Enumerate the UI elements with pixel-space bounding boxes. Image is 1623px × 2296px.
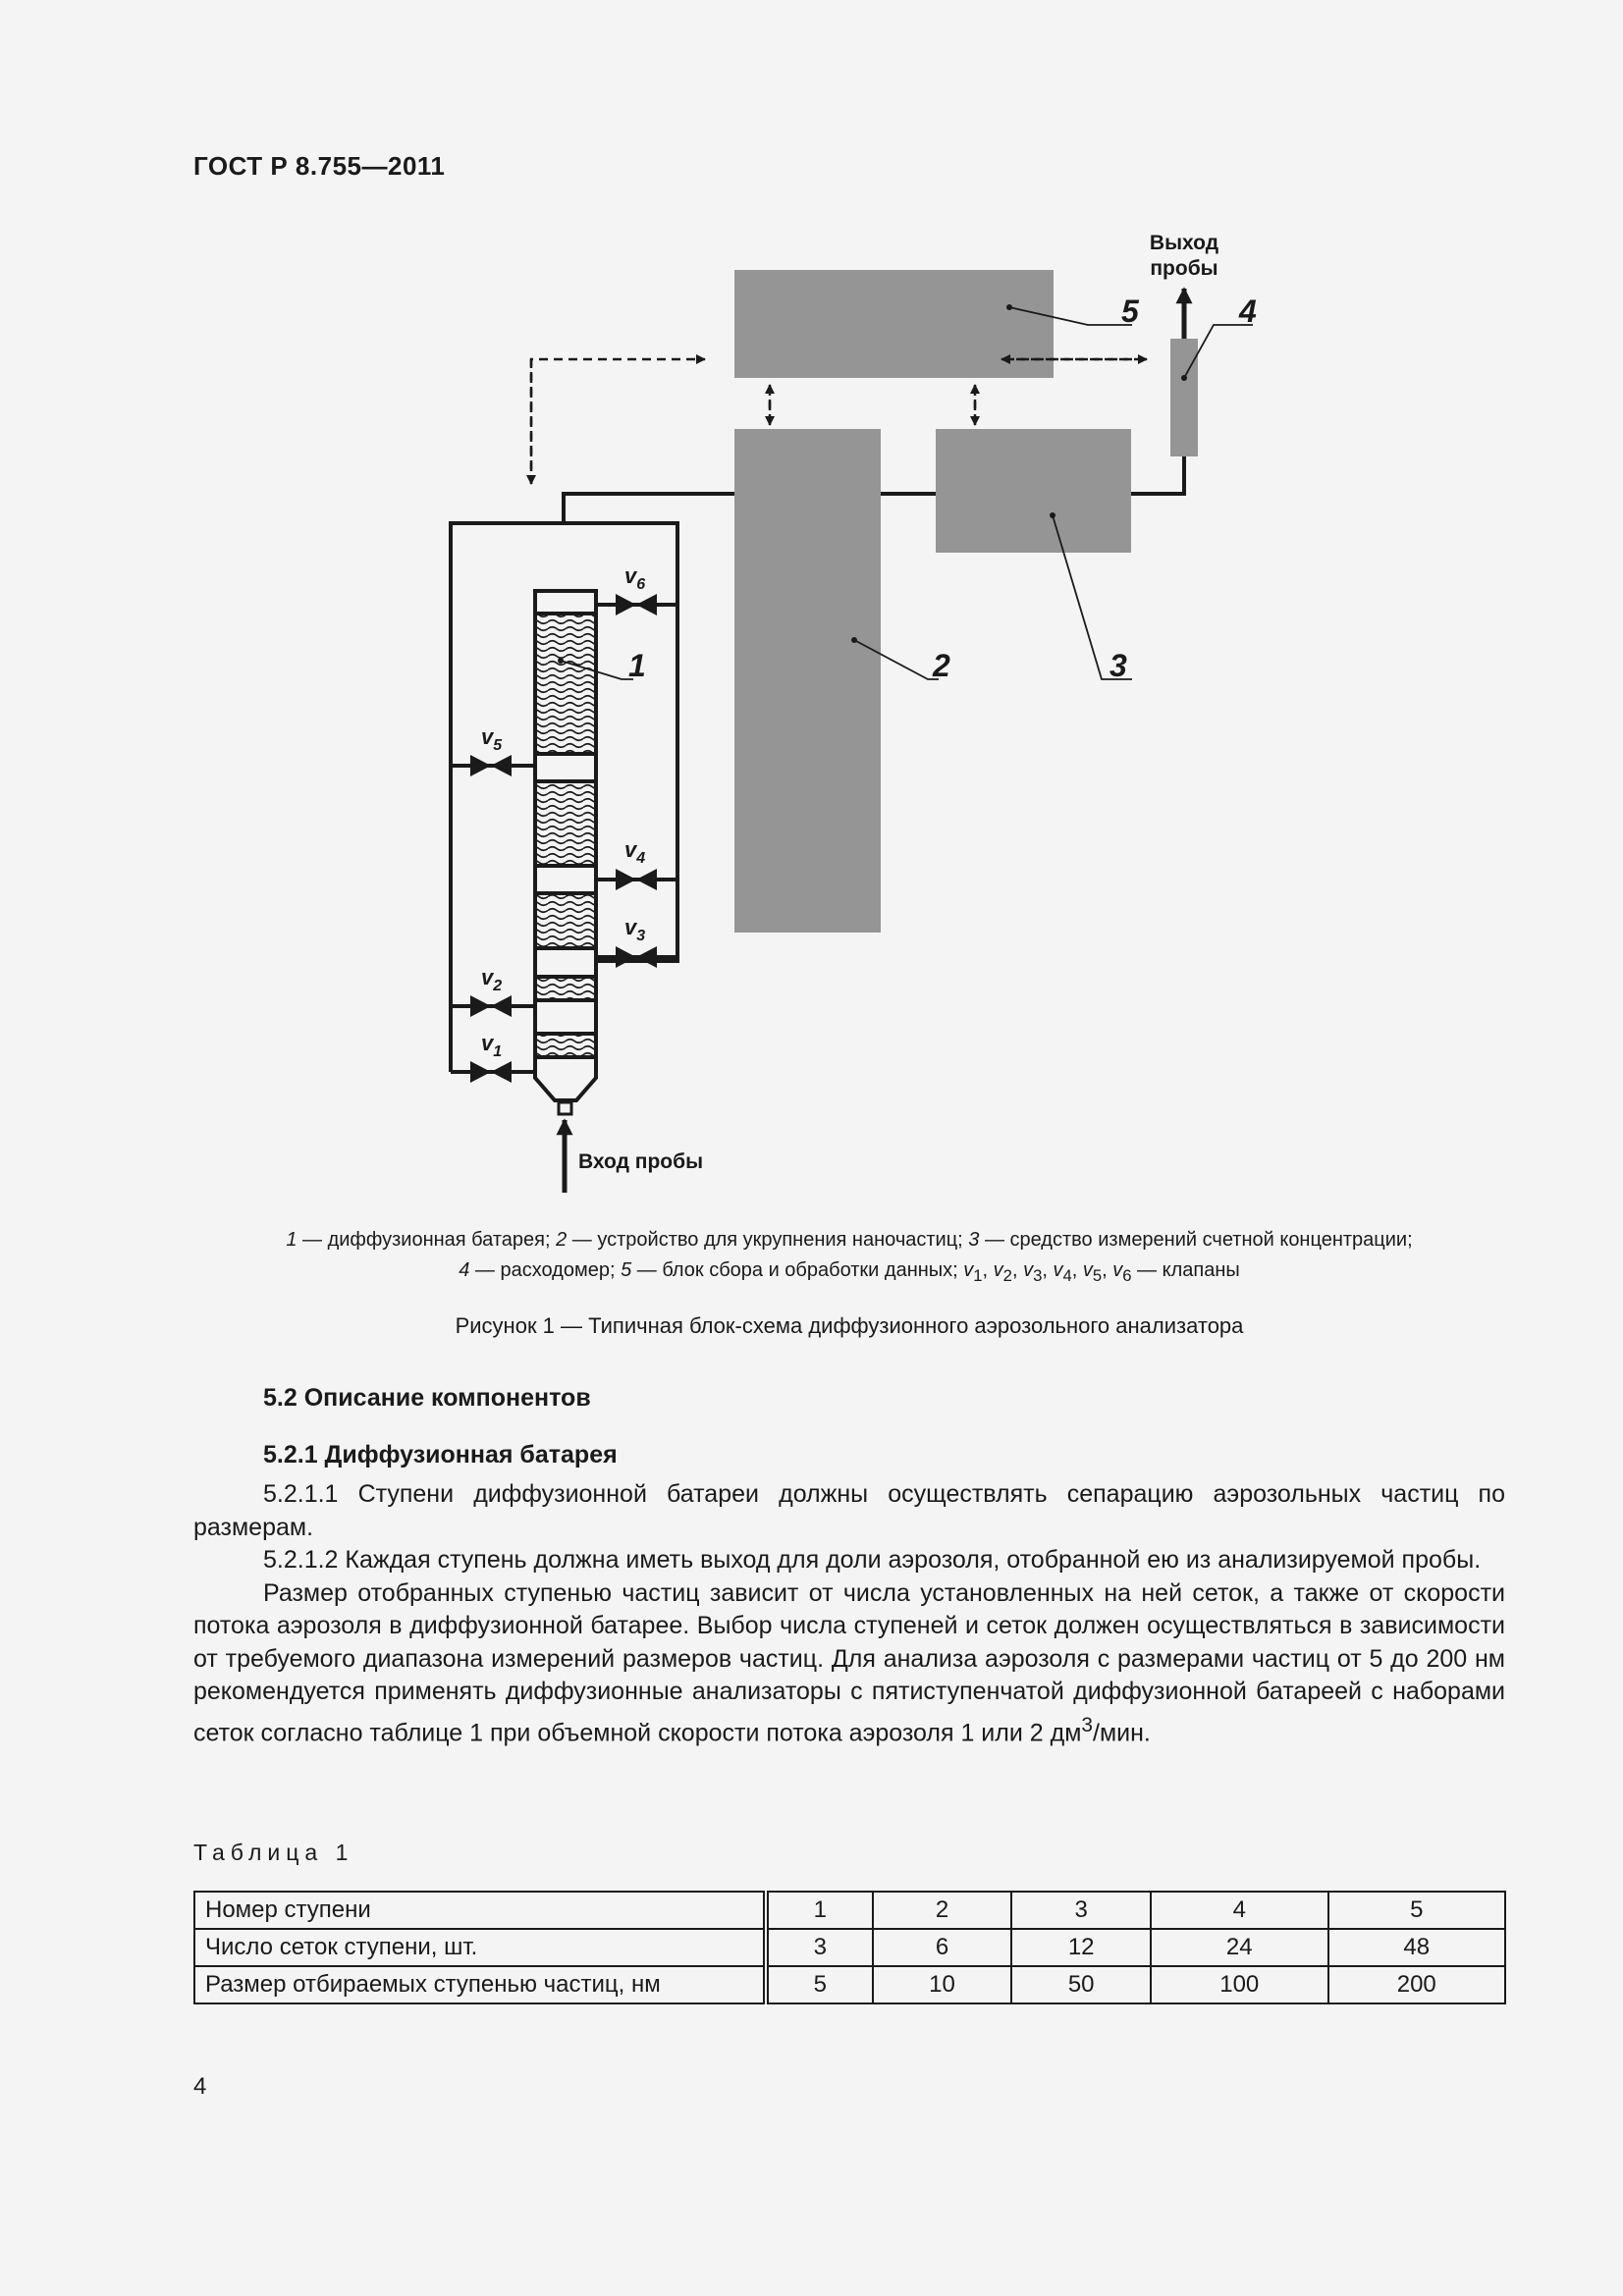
valve-label-v2: $v_2$ <box>481 965 503 994</box>
valve-v4 <box>616 869 657 890</box>
legend-line-1: 1 — диффузионная батарея; 2 — устройство для укрупнения наночастиц; 3 — средство измерений счетной концентрации; <box>286 1229 1413 1251</box>
valve-v1 <box>470 1061 512 1083</box>
valve-v6 <box>616 594 657 615</box>
section-heading-5-2-1: 5.2.1 Диффузионная батарея <box>263 1441 618 1468</box>
label-5: 5 <box>1121 294 1139 329</box>
valve-label-v6: $v_6$ <box>624 563 646 593</box>
valve-v3 <box>616 946 657 968</box>
table-row: Размер отбираемых ступенью частиц, нм 5 10 50 100 200 <box>194 1966 1505 2003</box>
section-heading-5-2: 5.2 Описание компонентов <box>263 1384 591 1412</box>
output-label: Выход <box>1149 232 1219 254</box>
label-1: 1 <box>628 648 646 683</box>
valve-label-v3: $v_3$ <box>624 915 646 944</box>
legend-line-2: 4 — расходомер; 5 — блок сбора и обработки данных; $v_1$, $v_2$, $v_3$, $v_4$, $v_5$, $v_6$ — клапаны <box>459 1259 1240 1285</box>
output-label: пробы <box>1150 257 1218 280</box>
label-2: 2 <box>933 648 950 683</box>
label-4: 4 <box>1239 294 1257 329</box>
figure-legend <box>193 1225 1505 1291</box>
block-2-condenser <box>734 429 881 933</box>
page-number: 4 <box>193 2073 207 2100</box>
paragraph-5-2-1-1: 5.2.1.1 Ступени диффузионной батареи должны осуществлять сепарацию аэрозольных частиц по размерам. <box>193 1480 1505 1541</box>
figure-caption: Рисунок 1 — Типичная блок-схема диффузионного аэрозольного анализатора <box>455 1313 1244 1338</box>
block-3-counter <box>936 429 1131 553</box>
body-text <box>193 1478 1505 1749</box>
valve-v5 <box>470 755 512 776</box>
valve-label-v4: $v_4$ <box>624 837 646 867</box>
valve-label-v1: $v_1$ <box>481 1031 503 1060</box>
block-4-flowmeter <box>1170 339 1198 456</box>
legend-valves: $v_1$, $v_2$, $v_3$, $v_4$, $v_5$, $v_6$ <box>963 1259 1132 1285</box>
paragraph-grid-sizes: Размер отобранных ступенью частиц зависит от числа установленных на ней сеток, а также от скорости потока аэрозоля в диффузионной батарее. Выбор числа ступеней и сеток должен осуществляться в зависимости от требуемого диапазона измерений размеров частиц. Для анализа аэрозоля с размерами частиц от 5 до 200 нм рекомендуется применять диффузионные анализаторы с пятиступенчатой диффузионной батареей с наборами сеток согласно таблице 1 при объемной скорости потока аэрозоля 1 или 2 $дм^3$/мин. <box>193 1578 1505 1746</box>
table-row: Число сеток ступени, шт. 3 6 12 24 48 <box>194 1929 1505 1966</box>
input-label: Вход пробы <box>578 1150 704 1173</box>
valve-label-v5: $v_5$ <box>481 724 503 754</box>
valve-v2 <box>470 995 512 1017</box>
table-title: Таблица 1 <box>193 1840 354 1865</box>
stage-table <box>193 1891 1506 2004</box>
block-5-data-unit <box>734 270 1054 378</box>
table-row: Номер ступени 1 2 3 4 5 <box>194 1892 1505 1929</box>
document-header: ГОСТ Р 8.755—2011 <box>193 151 446 181</box>
label-3: 3 <box>1109 648 1127 683</box>
paragraph-5-2-1-2: 5.2.1.2 Каждая ступень должна иметь выход для доли аэрозоля, отобранной ею из анализируемой пробы. <box>263 1546 1482 1574</box>
